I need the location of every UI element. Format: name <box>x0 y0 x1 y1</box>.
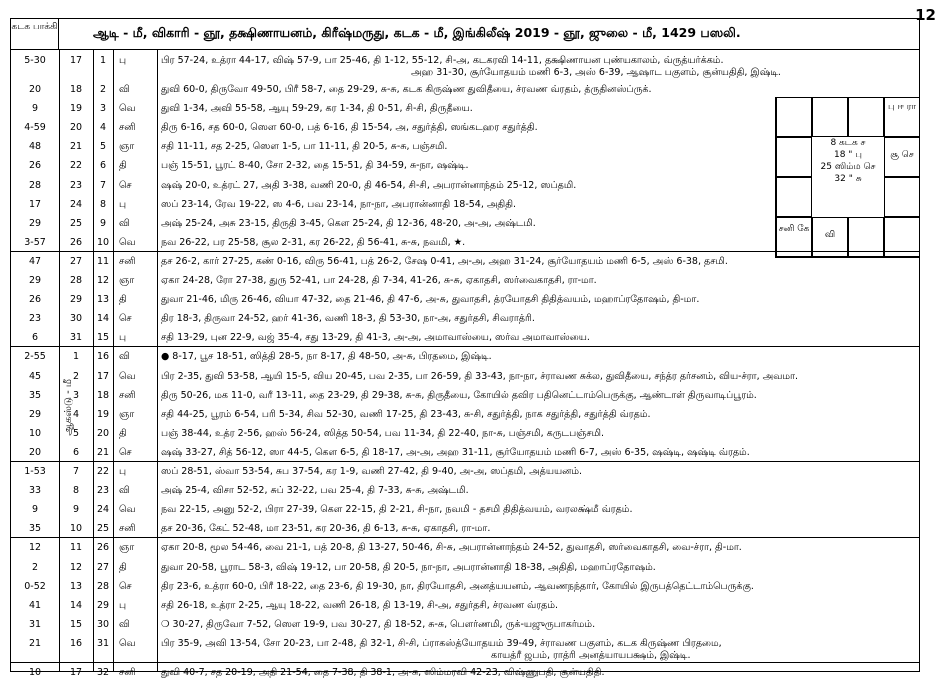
english-date: 8 <box>72 485 80 497</box>
english-date: 31 <box>69 332 83 344</box>
panchang-details: ஸப் 23-14, ரேவ 19-22, ஸ 4-6, பவ 23-14, நா-நா, அபரான்னாதி 18-54, அதிதி. <box>161 198 517 210</box>
table-row <box>11 596 919 615</box>
weekday: பு <box>119 198 127 210</box>
kadaka-column: 48 <box>28 141 42 153</box>
kadaka-column: 35 <box>28 389 42 401</box>
table-row <box>11 252 919 271</box>
panchang-details: பஞ் 15-51, பூரட் 8-40, சோ 2-32, தை 15-51, தி 34-59, சு-நா, ஷஷ்டி. <box>161 160 469 172</box>
weekday: வெ <box>119 637 136 649</box>
table-row <box>11 137 919 156</box>
kadaka-column: 29 <box>28 275 42 286</box>
weekday: பு <box>119 599 127 611</box>
tamil-date: 16 <box>96 351 110 363</box>
tamil-date: 25 <box>96 523 110 535</box>
kadaka-column: 12 <box>28 542 42 554</box>
table-row <box>11 176 919 195</box>
panchang-details-continued: அஹ 31-30, சூர்யோதயம் மணி 6-3, அஸ் 6-39, ஆஷாட பகுளம், சூன்யதிதி, இஷ்டி. <box>411 67 781 78</box>
english-date: 4 <box>72 408 80 420</box>
tamil-date: 1 <box>99 55 107 66</box>
tamil-date: 12 <box>96 275 110 286</box>
kadaka-column: 6 <box>31 332 39 344</box>
kadaka-column: 9 <box>31 103 39 115</box>
panchang-details: ஏகா 24-28, ரோ 27-38, துரு 52-41, பா 24-28, தி 7-34, 41-26, சு-சு, ஏகாதசி, ஸர்வைகாதசி, ரா-மா. <box>161 275 597 286</box>
panchang-details: திரு 6-16, சத 60-0, ஸௌ 60-0, பத் 6-16, தி 15-54, அ, சதுர்த்தி, ஸங்கடஹர சதுர்த்தி. <box>161 122 538 134</box>
panchang-details: திர 18-3, திருவா 24-52, ஹர் 41-36, வணி 18-3, தி 53-30, நா-அ, சதுர்தசி, சிவராத்ரி. <box>161 313 535 325</box>
table-row <box>11 663 919 682</box>
table-row <box>11 538 919 557</box>
chart-center-line: 32 " சு <box>834 174 862 184</box>
kadaka-column: 2-55 <box>24 351 46 363</box>
kadaka-column: 10 <box>28 427 42 439</box>
kadaka-column: 2 <box>31 561 39 573</box>
table-row <box>11 519 919 538</box>
weekday: வெ <box>119 236 136 248</box>
tamil-date: 32 <box>96 666 110 678</box>
kadaka-column: 26 <box>28 160 42 172</box>
english-date: 5 <box>72 427 80 439</box>
header-label: கடக பாக்கி <box>11 19 59 49</box>
kadaka-column: 47 <box>28 255 42 267</box>
chart-center-line: 8 கடக ச <box>830 138 866 148</box>
tamil-date: 28 <box>96 580 110 592</box>
panchang-details: ஷஷ் 33-27, சித் 56-12, ஸா 44-5, கௌ 6-5, தி 18-17, அ-அ, அஹ 31-11, சூர்யோதயம் மணி 6-7, அஸ் 6-35, ஷஷ்டி, ஷஷ்டி வ்ரதம். <box>161 446 750 458</box>
english-date: 20 <box>69 122 83 134</box>
tamil-date: 9 <box>99 217 107 229</box>
tamil-date: 3 <box>99 103 107 115</box>
weekday: ஞா <box>119 542 135 554</box>
panchang-details: திர 23-6, உத்ரா 60-0, பிரீ 18-22, தை 23-6, தி 19-30, நா, திரயோதசி, அனத்யயனம், ஆவணநந்தார், கோயில் இருபத்தெட்டாம்பெருக்கு. <box>161 580 754 592</box>
tamil-date: 19 <box>96 408 110 420</box>
english-date: 21 <box>69 141 83 153</box>
tamil-date: 27 <box>96 561 110 573</box>
panchang-details: பிர 57-24, உத்ரா 44-17, விஷ் 57-9, பா 25-46, தி 1-12, 55-12, சி-அ, கடகரவி 14-11, தக்ஷிணாயன புண்யகாலம், வ்ருத்யர்க்கம். <box>161 55 724 66</box>
panchang-details: துவி 60-0, திருவோ 49-50, பிரீ 58-7, தை 29-29, சு-சு, கடக கிருஷ்ண துவிதீயை, ச்ரவண வ்ரதம், த்ருதினஸ்ப்ருக். <box>161 84 652 95</box>
panchang-details: ஏகா 20-8, மூல 54-46, வை 21-1, பத் 20-8, தி 13-27, 50-46, சி-சு, அபரான்னாந்தம் 24-52, துவாதசி, ஸர்வைகாதசி, வை-ச்ரா, தி-மா. <box>161 542 742 554</box>
header-divider <box>11 49 919 50</box>
almanac-table <box>10 18 920 678</box>
table-row <box>11 424 919 443</box>
table-row <box>11 118 919 137</box>
english-date: 30 <box>69 313 83 325</box>
table-row <box>11 347 919 366</box>
panchang-details: ● 8-17, பூச 18-51, ஸித்தி 28-5, நா 8-17, தி 48-50, அ-சு, பிரதமை, இஷ்டி. <box>161 351 492 363</box>
table-row <box>11 443 919 462</box>
table-row <box>11 558 919 577</box>
tamil-date: 30 <box>96 618 110 630</box>
english-date: 23 <box>69 179 83 191</box>
english-date: 19 <box>69 103 83 115</box>
panchang-details: ஸப் 28-51, ஸ்வா 53-54, சுப 37-54, கர 1-9, வணி 27-42, தி 9-40, அ-அ, ஸப்தமி, அத்யயனம். <box>161 466 582 477</box>
header-title: ஆடி - மீ, விகாரி - ஞூ, தக்ஷிணாயனம், கிரீஷ்மருது, கடக - மீ, இங்கிலீஷ் 2019 - ஞூ, ஜுலை - மீ, 1429 பஸலி. <box>93 25 741 40</box>
english-date: 6 <box>72 446 80 458</box>
tamil-date: 23 <box>96 485 110 497</box>
english-date: 2 <box>72 370 80 382</box>
page-number: 12 <box>915 6 936 24</box>
month-label: ஆகஸ்டு - மீ <box>63 379 74 436</box>
kadaka-column: 4-59 <box>24 122 46 134</box>
weekday: சனி <box>119 122 136 134</box>
table-row <box>11 405 919 424</box>
english-date: 16 <box>69 637 83 649</box>
weekday: செ <box>119 446 132 458</box>
panchang-details: சதி 26-18, உத்ரா 2-25, ஆயு 18-22, வணி 26-18, தி 13-19, சி-அ, சதுர்தசி, ச்ரவண வ்ரதம். <box>161 599 558 611</box>
kadaka-column: 28 <box>28 179 42 191</box>
tamil-date: 6 <box>99 160 107 172</box>
chart-center-line: 18 " பு <box>833 150 862 160</box>
tamil-date: 11 <box>96 255 110 267</box>
kadaka-column: 1-53 <box>24 466 46 477</box>
kadaka-column: 20 <box>28 446 42 458</box>
kadaka-column: 20 <box>28 84 42 95</box>
tamil-date: 2 <box>99 84 107 95</box>
kadaka-column: 23 <box>28 313 42 325</box>
english-date: 11 <box>69 542 83 554</box>
kadaka-column: 29 <box>28 217 42 229</box>
tamil-date: 29 <box>96 599 110 611</box>
chart-cell-top-right: பு ஈ ரா <box>884 97 920 137</box>
panchang-details: தச 26-2, கார் 27-25, கண் 0-16, விரு 56-41, பத் 26-2, சேஷ 0-41, அ-அ, அஹ 31-24, சூர்யோதயம் மணி 6-5, அஸ் 6-38, தசமி. <box>161 255 728 267</box>
panchang-details: சதி 44-25, பூரம் 6-54, பரி 5-34, சிவ 52-30, வணி 17-25, தி 23-43, சு-சி, சதுர்த்தி, நாக சதுர்த்தி, சதுர்த்தி வ்ரதம். <box>161 408 651 420</box>
english-date: 13 <box>69 580 83 592</box>
weekday: வெ <box>119 504 136 516</box>
tamil-date: 26 <box>96 542 110 554</box>
panchang-details: துவி 40-7, சத 20-19, அதி 21-54, தை 7-38, தி 38-1, அ-சு, ஸிம்மரவி 42-23, விஷ்ணுபதி, சூன்யதிதி. <box>161 666 605 678</box>
kadaka-column: 33 <box>28 485 42 497</box>
table-row <box>11 156 919 175</box>
weekday: வி <box>119 217 130 229</box>
english-date: 9 <box>72 504 80 516</box>
table-row <box>11 214 919 233</box>
english-date: 12 <box>69 561 83 573</box>
kadaka-column: 45 <box>28 370 42 382</box>
weekday: சனி <box>119 389 136 401</box>
kadaka-column: 10 <box>28 666 42 678</box>
table-row <box>11 99 919 118</box>
table-row <box>11 615 919 634</box>
table-row <box>11 462 919 481</box>
table-header <box>11 19 919 50</box>
tamil-date: 24 <box>96 504 110 516</box>
panchang-details: பிர 35-9, அவி 13-54, சோ 20-23, பா 2-48, தி 32-1, சி-சி, ப்ராகஸ்த்யோதயம் 39-49, ச்ராவண பகுளம், கடக கிருஷ்ண பிரதமை, <box>161 637 722 649</box>
weekday: செ <box>119 580 132 592</box>
tamil-date: 8 <box>99 198 107 210</box>
weekday: தி <box>119 427 127 439</box>
panchang-details: தச 20-36, கேட் 52-48, மா 23-51, கர 20-36, தி 6-13, சு-சு, ஏகாதசி, ரா-மா. <box>161 523 491 535</box>
kadaka-column: 21 <box>28 637 42 649</box>
tamil-date: 7 <box>99 179 107 191</box>
kadaka-column: 5-30 <box>24 55 46 66</box>
tamil-date: 18 <box>96 389 110 401</box>
weekday: வெ <box>119 370 136 382</box>
weekday: தி <box>119 160 127 172</box>
tamil-date: 31 <box>96 637 110 649</box>
table-row <box>11 290 919 309</box>
kadaka-column: 3-57 <box>24 236 46 248</box>
english-date: 29 <box>69 294 83 306</box>
english-date: 24 <box>69 198 83 210</box>
kadaka-column: 17 <box>28 198 42 210</box>
panchang-details: ஷஷ் 20-0, உத்ரட் 27, அதி 3-38, வணி 20-0, தி 46-54, சி-சி, அபரான்னாந்தம் 25-12, ஸப்தமி. <box>161 179 577 191</box>
tamil-date: 13 <box>96 294 110 306</box>
english-date: 15 <box>69 618 83 630</box>
english-date: 10 <box>69 523 83 535</box>
kadaka-column: 31 <box>28 618 42 630</box>
tamil-date: 17 <box>96 370 110 382</box>
tamil-date: 14 <box>96 313 110 325</box>
kadaka-column: 0-52 <box>24 580 46 592</box>
english-date: 17 <box>69 666 83 678</box>
weekday: வி <box>119 485 130 497</box>
kadaka-column: 9 <box>31 504 39 516</box>
table-row <box>11 500 919 519</box>
kadaka-column: 41 <box>28 599 42 611</box>
weekday: செ <box>119 313 132 325</box>
kadaka-column: 29 <box>28 408 42 420</box>
panchang-details: அஷ் 25-24, அசு 23-15, திருதி 3-45, கௌ 25-24, தி 12-36, 48-20, அ-அ, அஷ்டமி. <box>161 217 536 229</box>
table-row <box>11 367 919 386</box>
tamil-date: 15 <box>96 332 110 344</box>
panchang-details: துவா 21-46, மிரு 26-46, வியா 47-32, தை 21-46, தி 47-6, அ-சு, துவாதசி, த்ரயோதசி திதித்வயம், மஹாப்ரதோஷம், தி-மா. <box>161 294 700 306</box>
weekday: ஞா <box>119 408 135 420</box>
chart-cell-bottom-mid: வி <box>812 217 848 257</box>
weekday: ஞா <box>119 141 135 153</box>
weekday: செ <box>119 179 132 191</box>
tamil-date: 22 <box>96 466 110 477</box>
table-row <box>11 481 919 500</box>
table-row <box>11 271 919 290</box>
english-date: 22 <box>69 160 83 172</box>
panchang-details: அஷ் 25-4, விசா 52-52, சுப் 32-22, பவ 25-4, தி 7-33, சு-சு, அஷ்டமி. <box>161 485 469 497</box>
weekday: ஞா <box>119 275 135 286</box>
english-date: 26 <box>69 236 83 248</box>
weekday: வி <box>119 84 130 95</box>
english-date: 14 <box>69 599 83 611</box>
tamil-date: 20 <box>96 427 110 439</box>
table-row <box>11 386 919 405</box>
panchang-details: சதி 11-11, சத 2-25, ஸௌ 1-5, பா 11-11, தி 20-5, சு-சு, பஞ்சமி. <box>161 141 448 153</box>
kadaka-column: 35 <box>28 523 42 535</box>
english-date: 3 <box>72 389 80 401</box>
english-date: 27 <box>69 255 83 267</box>
weekday: வி <box>119 351 130 363</box>
english-date: 7 <box>72 466 80 477</box>
weekday: தி <box>119 294 127 306</box>
english-date: 25 <box>69 217 83 229</box>
table-row <box>11 51 919 79</box>
weekday: சனி <box>119 666 136 678</box>
weekday: சனி <box>119 523 136 535</box>
chart-cell-bottom-left: சனி கே <box>776 217 812 257</box>
chart-cell-right: சூ செ <box>884 137 920 177</box>
weekday: வி <box>119 618 130 630</box>
english-date: 1 <box>72 351 80 363</box>
tamil-date: 10 <box>96 236 110 248</box>
weekday: சனி <box>119 255 136 267</box>
panchang-details: பஞ் 38-44, உத்ர 2-56, ஹஸ் 56-24, ஸித்த 50-54, பவ 11-34, தி 22-40, நா-சு, பஞ்சமி, கருடபஞ்சமி. <box>161 427 604 439</box>
weekday: தி <box>119 561 127 573</box>
weekday: பு <box>119 55 127 66</box>
table-row <box>11 634 919 662</box>
english-date: 18 <box>69 84 83 95</box>
english-date: 17 <box>69 55 83 66</box>
tamil-date: 5 <box>99 141 107 153</box>
weekday: வெ <box>119 103 136 115</box>
panchang-details: துவி 1-34, அவி 55-58, ஆயு 59-29, கர 1-34, தி 0-51, சி-சி, திருதீயை. <box>161 103 473 115</box>
tamil-date: 21 <box>96 446 110 458</box>
table-row <box>11 233 919 252</box>
chart-center-line: 25 ஸிம்ம செ <box>820 162 876 172</box>
table-row <box>11 80 919 99</box>
panchang-details: ❍ 30-27, திருவோ 7-52, ஸௌ 19-9, பவ 30-27, தி 18-52, சு-சு, பௌர்ணமி, ருக்-யஜுருபாகர்மம். <box>161 618 596 630</box>
panchang-details: நவ 22-15, அனு 52-2, பிரா 27-39, கௌ 22-15, தி 2-21, சி-நா, நவமி - தசமி திதித்வயம், வரலக்ஷ்மீ வ்ரதம். <box>161 504 633 516</box>
english-date: 28 <box>69 275 83 286</box>
panchang-details-continued: காயத்ரீ ஜபம், ராத்ரி அனத்யாயபக்ஷம், இஷ்டி. <box>491 649 691 661</box>
panchang-details: திரு 50-26, மக 11-0, வரீ 13-11, தை 23-29, தி 29-38, சு-சு, திருதீயை, கோயில் தவிர பதினெட்டாம்பெருக்கு, ஆண்டாள் திருவாடிப்பூரம். <box>161 389 757 401</box>
panchang-details: சதி 13-29, புன 22-9, வஜ் 35-4, சது 13-29, தி 41-3, அ-அ, அமாவாஸ்யை, ஸர்வ அமாவாஸ்யை. <box>161 332 590 344</box>
table-row <box>11 309 919 328</box>
table-row <box>11 195 919 214</box>
panchang-details: துவா 20-58, பூராட 58-3, விஷ் 19-12, பா 20-58, தி 20-5, நா-நா, அபரான்னாதி 18-38, அதிதி, மஹாப்ரதோஷம். <box>161 561 656 573</box>
panchang-details: நவ 26-22, பர 25-58, சூல 2-31, கர 26-22, தி 56-41, சு-சு, நவமி, ★. <box>161 236 466 248</box>
table-row <box>11 577 919 596</box>
kadaka-column: 26 <box>28 294 42 306</box>
weekday: பு <box>119 332 127 344</box>
table-row <box>11 328 919 347</box>
tamil-date: 4 <box>99 122 107 134</box>
panchang-details: பிர 2-35, துவி 53-58, ஆயி 15-5, விய 20-45, பவ 2-35, பா 26-59, தி 33-43, நா-நா, ச்ராவண சுக்ல, துவிதீயை, சந்த்ர தர்சனம், விய-ச்ரா, அவமா. <box>161 370 798 382</box>
weekday: பு <box>119 466 127 477</box>
